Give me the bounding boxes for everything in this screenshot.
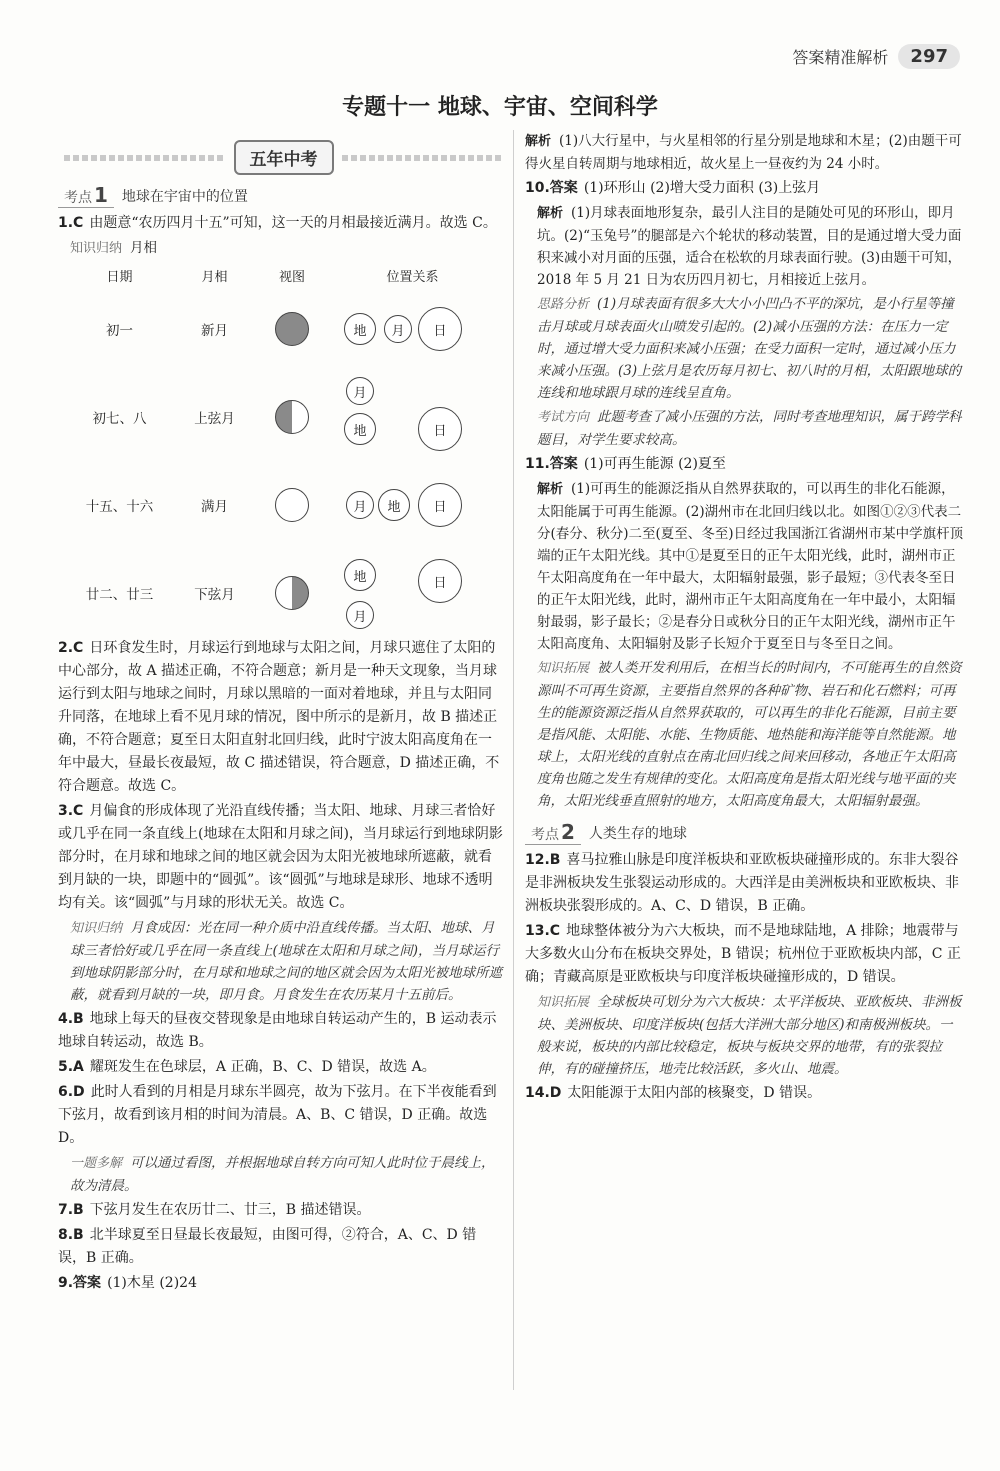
new-moon-icon — [275, 312, 309, 346]
position-diagram — [322, 465, 503, 545]
moon-circle: 月 — [346, 491, 374, 519]
left-column — [58, 130, 503, 1297]
header-view: 视图 — [278, 270, 305, 285]
sun-circle: 日 — [418, 407, 462, 451]
moon-circle: 月 — [346, 601, 374, 629]
page-header — [792, 44, 960, 69]
question-text: 喜马拉雅山脉是印度洋板块和亚欧板块碰撞形成的。东非大裂谷是非洲板块发生张裂运动形成的。大西洋是由美洲板块和亚欧板块、非洲板块张裂形成的。A、C、D 错误，B 正确。 — [525, 852, 959, 914]
question-text: 月偏食的形成体现了光沿直线传播；当太阳、地球、月球三者恰好或几乎在同一条直线上(地球在太阳和月球之间)，当月球运行到地球阴影部分时，在月球和地球之间的地区就会因为太阳光被地球所遮蔽，就看到月缺的一块，即题中的“圆弧”。该“圆弧”与地球是球形、地球不透明均有关。该“圆弧”与月球的形状无关。故选 C。 — [58, 803, 503, 911]
q13-extension — [537, 991, 965, 1080]
banner-decoration-right — [342, 155, 504, 161]
sun-circle: 日 — [418, 483, 462, 527]
point-heading-2 — [525, 820, 965, 845]
point-number: 1 — [94, 183, 108, 207]
analysis-tag: 解析 — [537, 206, 564, 221]
note-text: 月食成因：光在同一种介质中沿直线传播。当太阳、地球、月球三者恰好或几乎在同一条直线上(地球在太阳和月球之间)，当月球运行到地球阴影部分时，在月球和地球之间的地区就会因为太阳光被地球所遮蔽，就看到月缺的一块，即月食。月食发生在农历某月十五前后。 — [70, 920, 502, 1003]
question-number: 7.B — [58, 1202, 84, 1218]
right-column — [525, 130, 965, 1107]
question-6 — [58, 1081, 503, 1150]
header-phase: 月相 — [201, 270, 228, 285]
moon-row-full — [72, 461, 503, 549]
question-text: (1)可再生能源 (2)夏至 — [583, 456, 726, 472]
question-text: 下弦月发生在农历廿二、廿三，B 描述错误。 — [89, 1202, 371, 1218]
moon-row-new — [72, 285, 503, 373]
position-diagram — [322, 289, 503, 369]
question-10 — [525, 177, 965, 200]
note-tag: 知识归纳 — [70, 241, 123, 256]
first-quarter-moon-icon — [275, 400, 309, 434]
sun-circle: 日 — [418, 559, 462, 603]
question-text: 由题意“农历四月十五”可知，这一天的月相最接近满月。故选 C。 — [89, 215, 497, 231]
moon-row-first-quarter — [72, 373, 503, 461]
point-heading-1 — [58, 183, 503, 208]
last-quarter-moon-icon — [275, 576, 309, 610]
question-number: 4.B — [58, 1011, 84, 1027]
point-tag — [58, 183, 114, 208]
note-tag: 考试方向 — [537, 410, 590, 425]
question-text: (1)环形山 (2)增大受力面积 (3)上弦月 — [583, 180, 821, 196]
note-tag: 知识拓展 — [537, 995, 590, 1010]
point-title: 人类生存的地球 — [588, 825, 687, 842]
note-text: 全球板块可划分为六大板块：太平洋板块、亚欧板块、非洲板块、美洲板块、印度洋板块(包括大洋洲大部分地区)和南极洲板块。一般来说，板块的内部比较稳定，板块与板块交界的地带，有的张裂拉伸，有的碰撞挤压，地壳比较活跃，多火山、地震。 — [537, 994, 962, 1077]
page-number: 297 — [898, 44, 960, 69]
note-tag: 知识拓展 — [537, 661, 590, 676]
q6-note — [70, 1152, 503, 1197]
point-number: 2 — [561, 820, 575, 844]
row-date: 廿二、廿三 — [85, 587, 154, 603]
question-1 — [58, 212, 503, 235]
q11-extension — [537, 657, 965, 812]
question-14 — [525, 1082, 965, 1105]
q10-idea — [537, 293, 965, 404]
question-2 — [58, 637, 503, 798]
banner-decoration-left — [64, 155, 226, 161]
question-number: 9.答案 — [58, 1275, 102, 1291]
moon-circle: 月 — [384, 315, 412, 343]
question-number: 13.C — [525, 923, 561, 939]
question-number: 11.答案 — [525, 456, 578, 472]
row-phase: 下弦月 — [194, 587, 235, 603]
question-number: 12.B — [525, 852, 561, 868]
q10-exam — [537, 406, 965, 451]
point-tag-text: 考点 — [64, 190, 92, 206]
earth-circle: 地 — [344, 413, 376, 445]
question-number: 10.答案 — [525, 180, 578, 196]
header-date: 日期 — [106, 270, 133, 285]
q9-analysis — [525, 130, 965, 175]
question-text: 太阳能源于太阳内部的核聚变，D 错误。 — [567, 1085, 822, 1101]
note-tag: 思路分析 — [537, 297, 590, 312]
question-11 — [525, 453, 965, 476]
question-text: 耀斑发生在色球层，A 正确，B、C、D 错误，故选 A。 — [89, 1059, 436, 1075]
question-number: 14.D — [525, 1085, 562, 1101]
row-phase: 上弦月 — [194, 411, 235, 427]
question-text: 此时人看到的月相是月球东半圆亮，故为下弦月。在下半夜能看到下弦月，故看到该月相的时间为清晨。A、B、C 错误，D 正确。故选 D。 — [58, 1084, 497, 1146]
moon-table-caption — [70, 237, 503, 260]
moon-row-last-quarter — [72, 549, 503, 637]
note-text: 可以通过看图，并根据地球自转方向可知人此时位于晨线上，故为清晨。 — [70, 1155, 495, 1194]
q11-analysis — [537, 478, 965, 655]
banner-label: 五年中考 — [234, 140, 334, 175]
note-text: 此题考查了减小压强的方法，同时考查地理知识，属于跨学科题目，对学生要求较高。 — [537, 409, 962, 448]
question-9 — [58, 1272, 503, 1295]
question-13 — [525, 920, 965, 989]
question-7 — [58, 1199, 503, 1222]
caption-text: 月相 — [130, 240, 158, 256]
question-text: 地球上每天的昼夜交替现象是由地球自转运动产生的，B 运动表示地球自转运动，故选 B。 — [58, 1011, 497, 1050]
row-date: 初一 — [106, 323, 133, 339]
row-date: 初七、八 — [92, 411, 147, 427]
question-number: 8.B — [58, 1227, 84, 1243]
question-number: 3.C — [58, 803, 84, 819]
analysis-text: (1)八大行星中，与火星相邻的行星分别是地球和木星；(2)由题干可得火星自转周期与地球相近，故火星上一昼夜约为 24 小时。 — [525, 133, 962, 172]
point-tag — [525, 820, 581, 845]
question-12 — [525, 849, 965, 918]
point-title: 地球在宇宙中的位置 — [121, 188, 248, 205]
question-number: 5.A — [58, 1059, 84, 1075]
row-phase: 满月 — [201, 499, 228, 515]
sun-circle: 日 — [418, 307, 462, 351]
note-tag: 知识归纳 — [70, 921, 123, 936]
question-4 — [58, 1008, 503, 1054]
point-tag-text: 考点 — [531, 827, 559, 843]
analysis-tag: 解析 — [537, 482, 564, 497]
question-text: 日环食发生时，月球运行到地球与太阳之间，月球只遮住了太阳的中心部分，故 A 描述正确，不符合题意；新月是一种天文现象，当月球运行到太阳与地球之间时，月球以黑暗的一面对着地球，并且与太阳同升同落，在地球上看不见月球的情况，图中所示的是新月，故 B 描述正确，不符合题意；夏至日太阳直射北回归线，此时宁波太阳高度角在一年中最大，昼最长夜最短，故 C 描述错误，符合题意，D 描述正确，不符合题意。故选 C。 — [58, 640, 500, 794]
question-number: 6.D — [58, 1084, 85, 1100]
header-label: 答案精准解析 — [792, 48, 889, 67]
page-title: 专题十一 地球、宇宙、空间科学 — [342, 95, 658, 120]
header-position: 位置关系 — [386, 270, 439, 285]
row-date: 十五、十六 — [85, 499, 154, 515]
question-number: 2.C — [58, 640, 84, 656]
question-text: (1)木星 (2)24 — [107, 1275, 197, 1291]
earth-circle: 地 — [344, 313, 376, 345]
moon-table-header — [72, 266, 503, 285]
question-5 — [58, 1056, 503, 1079]
q10-analysis — [537, 202, 965, 291]
question-3 — [58, 800, 503, 915]
question-text: 地球整体被分为六大板块，而不是地球陆地，A 排除；地震带与大多数火山分布在板块交界处，B 错误；杭州位于亚欧板块内部，C 正确；青藏高原是亚欧板块与印度洋板块碰撞形成的，D 错误。 — [525, 923, 961, 985]
note-tag: 一题多解 — [70, 1156, 123, 1171]
question-8 — [58, 1224, 503, 1270]
q3-note — [70, 917, 503, 1006]
full-moon-icon — [275, 488, 309, 522]
note-text: (1)月球表面有很多大大小小凹凸不平的深坑，是小行星等撞击月球或月球表面火山喷发引起的。(2)减小压强的方法：在压力一定时，通过增大受力面积来减小压强；在受力面积一定时，通过减小压力来减小压强。(3)上弦月是农历每月初七、初八时的月相，太阳跟地球的连线和地球跟月球的连线呈直角。 — [537, 296, 962, 401]
position-diagram — [322, 377, 503, 457]
question-number: 1.C — [58, 215, 84, 231]
position-diagram — [322, 553, 503, 633]
analysis-text: (1)可再生的能源泛指从自然界获取的，可以再生的非化石能源，太阳能属于可再生能源。(2)湖州市在北回归线以北。如图①②③代表二分(春分、秋分)二至(夏至、冬至)日经过我国浙江省湖州市某中学旗杆顶端的正午太阳光线。其中①是夏至日的正午太阳光线，此时，湖州市正午太阳高度角在一年中最大，太阳辐射最强，影子最短；③代表冬至日的正午太阳光线，此时，湖州市正午太阳高度角在一年中最小，太阳辐射最弱，影子最长；②是春分日或秋分日的正午太阳光线，湖州市正午太阳高度角、太阳辐射及影子长短介于夏至日与冬至日之间。 — [537, 481, 964, 652]
row-phase: 新月 — [201, 323, 228, 339]
moon-circle: 月 — [346, 377, 374, 405]
section-banner — [64, 140, 503, 175]
earth-circle: 地 — [344, 559, 376, 591]
column-divider — [513, 130, 514, 1390]
question-text: 北半球夏至日昼最长夜最短，由图可得，②符合，A、C、D 错误，B 正确。 — [58, 1227, 477, 1266]
note-text: 被人类开发利用后，在相当长的时间内，不可能再生的自然资源叫不可再生资源，主要指自然界的各种矿物、岩石和化石燃料；可再生的能源资源泛指从自然界获取的，可以再生的非化石能源，目前主要是指风能、太阳能、水能、生物质能、地热能和海洋能等自然能源。地球上，太阳光线的直射点在南北回归线之间来回移动，各地正午太阳高度角也随之发生有规律的变化。太阳高度角是指太阳光线与地平面的夹角，太阳光线垂直照射的地方，太阳高度角最大，太阳辐射最强。 — [537, 660, 962, 809]
analysis-text: (1)月球表面地形复杂，最引人注目的是随处可见的环形山，即月坑。(2)“玉兔号”的腿部是六个轮状的移动装置，目的是通过增大受力面积来减小对月面的压强，适合在松软的月球表面行驶。(3)由题干可知，2018 年 5 月 21 日为农历四月初七，月相接近上弦月。 — [537, 205, 962, 288]
earth-circle: 地 — [378, 489, 410, 521]
analysis-tag: 解析 — [525, 134, 552, 149]
